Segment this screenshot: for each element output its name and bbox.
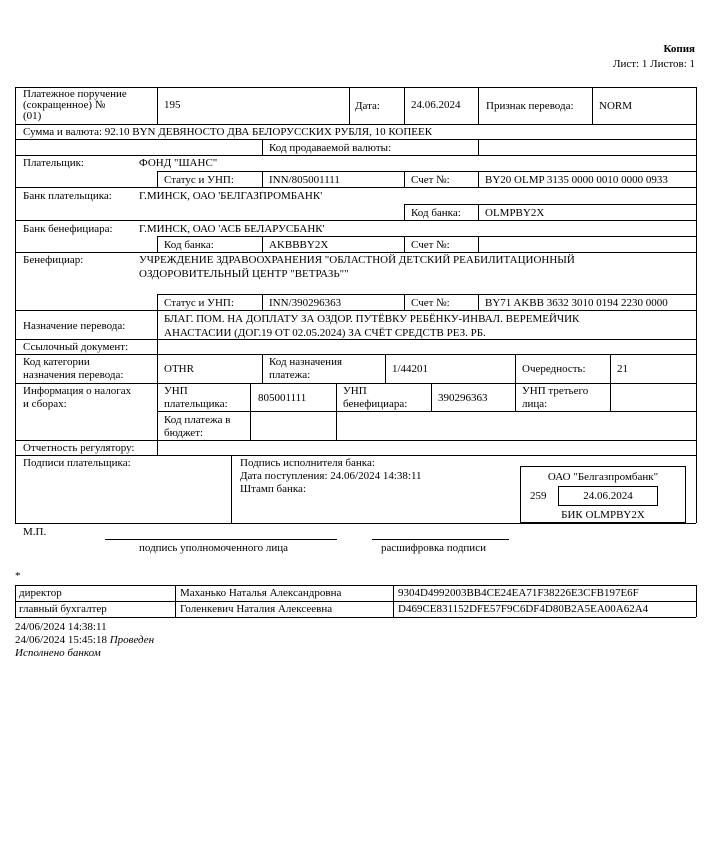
sheet-info: Лист: 1 Листов: 1 (613, 58, 695, 70)
regulator-label: Отчетность регулятору: (23, 442, 135, 454)
executor-signature-label: Подпись исполнителя банка: (240, 457, 375, 469)
timestamp-2: 24/06/2024 15:45:18 (15, 634, 107, 646)
stamp-bic: БИК OLMPBY2X (561, 509, 645, 521)
payer-account-label: Счет №: (411, 174, 450, 186)
beneficiary-status-unp-label: Статус и УНП: (164, 297, 234, 309)
beneficiary-label: Бенефициар: (23, 254, 84, 266)
signer-name: Маханько Наталья Александровна (180, 587, 342, 599)
payment-purpose-label-line-1: Код назначения (269, 356, 343, 368)
payment-purpose-code: 1/44201 (392, 363, 429, 375)
order-date: 24.06.2024 (411, 99, 461, 111)
beneficiary-bank-code: AKBBBY2X (269, 239, 329, 251)
category-label-line-1: Код категории (23, 356, 90, 368)
payer-signatures-label: Подписи плательщика: (23, 457, 131, 469)
purpose-line-1: БЛАГ. ПОМ. НА ДОПЛАТУ ЗА ОЗДОР. ПУТЁВКУ РЕБЁНКУ-ИНВАЛ. ВЕРЕМЕЙЧИК (164, 313, 580, 325)
tax-payer-unp-label-line-1: УНП (164, 385, 188, 397)
payer-label: Плательщик: (23, 157, 84, 169)
amount-text: Сумма и валюта: 92.10 BYN ДЕВЯНОСТО ДВА БЕЛОРУССКИХ РУБЛЯ, 10 КОПЕЕК (23, 126, 433, 138)
tax-beneficiary-unp: 390296363 (438, 392, 488, 404)
timestamp-1: 24/06/2024 14:38:11 (15, 621, 107, 633)
category-value: OTHR (164, 363, 194, 375)
order-title-line-2: (сокращенное) № (23, 99, 106, 111)
stamp-number: 259 (530, 490, 547, 502)
budget-code-label-line-2: бюджет: (164, 427, 204, 439)
transfer-flag-value: NORM (599, 100, 633, 112)
beneficiary-bank-account-label: Счет №: (411, 239, 450, 251)
third-party-unp-label-line-1: УНП третьего (522, 385, 589, 397)
beneficiary-bank-code-label: Код банка: (164, 239, 214, 251)
beneficiary-name-line-1: УЧРЕЖДЕНИЕ ЗДРАВООХРАНЕНИЯ "ОБЛАСТНОЙ ДЕТСКИЙ РЕАБИЛИТАЦИОННЫЙ (139, 254, 575, 266)
executed-text: Исполнено банком (15, 647, 101, 659)
purpose-line-2: АНАСТАСИИ (ДОГ.19 ОТ 02.05.2024) ЗА СЧЁТ СРЕДСТВ РЕЗ. РБ. (164, 327, 486, 339)
category-label-line-2: назначения перевода: (23, 369, 124, 381)
tax-payer-unp: 805001111 (258, 392, 307, 404)
beneficiary-bank-label: Банк бенефициара: (23, 223, 113, 235)
stamp-bank-name: ОАО "Белгазпромбанк" (547, 471, 659, 483)
third-party-unp-label-line-2: лица: (522, 398, 548, 410)
taxes-label-line-1: Информация о налогах (23, 385, 132, 397)
beneficiary-bank-name: Г.МИНСК, ОАО 'АСБ БЕЛАРУСБАНК' (139, 223, 325, 235)
payer-bank-label: Банк плательщика: (23, 190, 112, 202)
stamp-date: 24.06.2024 (583, 490, 633, 502)
payer-bank-code: OLMPBY2X (485, 207, 545, 219)
signer-hash: 9304D4992003BB4CE24EA71F38226E3CFB197E6F (398, 587, 639, 599)
beneficiary-unp: INN/390296363 (269, 297, 342, 309)
transfer-flag-label: Признак перевода: (486, 100, 574, 112)
payer-bank-code-label: Код банка: (411, 207, 461, 219)
payment-purpose-label-line-2: платежа: (269, 369, 311, 381)
decoding-caption: расшифровка подписи (381, 542, 486, 554)
tax-beneficiary-unp-label-line-2: бенефициара: (343, 398, 408, 410)
copy-label: Копия (663, 43, 695, 55)
budget-code-label-line-1: Код платежа в (164, 414, 231, 426)
order-number: 195 (164, 99, 181, 111)
decoding-signature-line (372, 539, 509, 540)
auth-signature-line (105, 539, 337, 540)
taxes-label-line-2: и сборах: (23, 398, 67, 410)
signer-role: главный бухгалтер (19, 603, 107, 615)
beneficiary-name-line-2: ОЗДОРОВИТЕЛЬНЫЙ ЦЕНТР "ВЕТРАЗЬ"" (139, 268, 349, 280)
order-title-line-1: Платежное поручение (23, 88, 127, 100)
order-title-line-3: (01) (23, 110, 42, 122)
bank-stamp-label: Штамп банка: (240, 483, 306, 495)
priority-label: Очередность: (522, 363, 586, 375)
timestamp-2-row (15, 634, 154, 646)
payer-bank-name: Г.МИНСК, ОАО 'БЕЛГАЗПРОМБАНК' (139, 190, 323, 202)
beneficiary-account-label: Счет №: (411, 297, 450, 309)
sold-currency-label: Код продаваемой валюты: (269, 142, 392, 154)
status-text: Проведен (109, 634, 155, 646)
payer-account: BY20 OLMP 3135 0000 0010 0000 0933 (485, 174, 668, 186)
purpose-label: Назначение перевода: (23, 320, 126, 332)
payer-status-unp-label: Статус и УНП: (164, 174, 234, 186)
bank-stamp (520, 466, 686, 523)
beneficiary-account: BY71 AKBB 3632 3010 0194 2230 0000 (485, 297, 668, 309)
reference-doc-label: Ссылочный документ: (23, 341, 129, 353)
date-label: Дата: (355, 100, 380, 112)
mp-label: М.П. (23, 526, 47, 538)
auth-signature-caption: подпись уполномоченного лица (139, 542, 288, 554)
tax-payer-unp-label-line-2: плательщика: (164, 398, 228, 410)
signer-name: Голенкевич Наталия Алексеевна (180, 603, 333, 615)
received-date-label: Дата поступления: 24.06/2024 14:38:11 (240, 470, 422, 482)
payer-unp: INN/805001111 (269, 174, 340, 186)
tax-beneficiary-unp-label-line-1: УНП (343, 385, 367, 397)
priority-value: 21 (617, 363, 628, 375)
signer-role: директор (19, 587, 62, 599)
stamp-date-box (558, 486, 658, 506)
signer-hash: D469CE831152DFE57F9C6DF4D80B2A5EA00A62A4 (398, 603, 649, 615)
payer-name: ФОНД "ШАНС" (139, 157, 218, 169)
footnote-asterisk: * (15, 570, 21, 582)
